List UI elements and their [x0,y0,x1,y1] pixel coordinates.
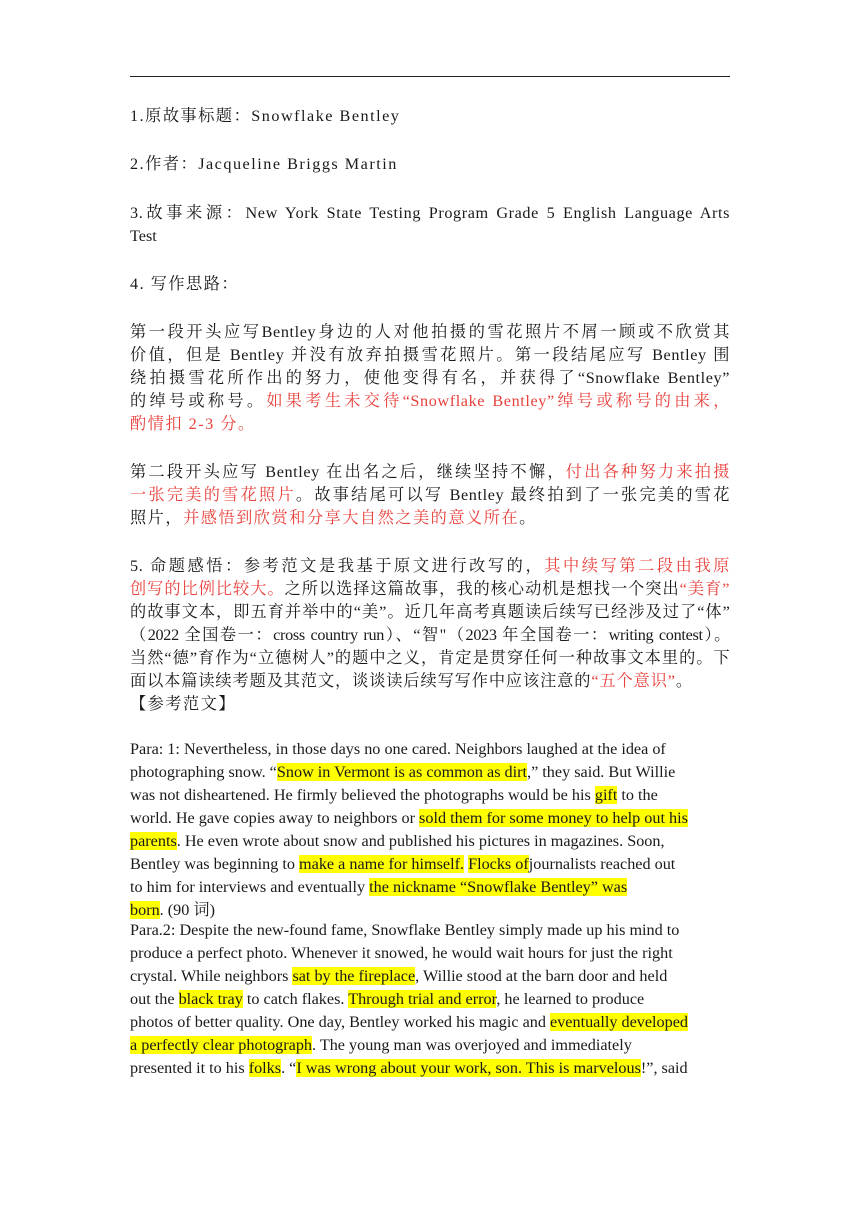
text-line [130,508,730,528]
text-span: journalists reached out [528,855,676,873]
text-line: produce a perfect photo. Whenever it snowed, he would wait hours for just the right [130,944,673,962]
text-line [130,808,730,828]
text-span: crystal. While neighbors [130,967,293,985]
text-line [130,671,730,691]
text-span: . The young man was overjoyed and immediately [312,1036,632,1054]
highlighted-phrase: born [130,901,160,919]
text-span: to catch flakes. [242,990,349,1008]
reference-heading: 【参考范文】 [130,695,237,713]
highlighted-phrase: black tray [178,990,243,1008]
red-emphasis: 如果考生未交待“Snowflake Bentley”绰号或称号的由来， [266,392,730,410]
red-emphasis: 其中续写第二段由我原 [544,557,731,575]
text-span: Bentley was beginning to [130,855,300,873]
text-span: 。 [519,509,537,527]
text-span: 第二段开头应写 Bentley 在出名之后，继续坚持不懈， [130,463,566,481]
word-count: . (90 词) [159,901,215,919]
author-line: 2.作者：Jacqueline Briggs Martin [130,155,398,173]
text-line: 绕拍摄雪花所作出的努力，使他变得有名，并获得了“Snowflake Bentley” [130,369,730,387]
red-emphasis: 并感悟到欣赏和分享大自然之美的意义所在 [183,509,520,527]
text-line [130,556,730,576]
text-line [130,785,730,805]
text-line [130,485,730,505]
red-emphasis: 付出各种努力来拍摄 [565,463,731,481]
text-line [130,877,730,897]
story-title-line: 1.原故事标题：Snowflake Bentley [130,107,401,125]
text-line: Para.2: Despite the new-found fame, Snowflake Bentley simply made up his mind to [130,921,680,939]
highlighted-phrase: make a name for himself. [299,855,465,873]
text-line [130,1058,730,1078]
text-span: 。故事结尾可以写 Bentley 最终拍到了一张完美的雪花 [295,486,731,504]
highlighted-phrase: folks [248,1059,282,1077]
red-emphasis: “五个意识” [591,672,676,690]
red-emphasis: 创写的比例比较大。 [130,580,285,598]
text-span: 面以本篇读续考题及其范文，谈谈读后续写写作中应该注意的 [130,672,592,690]
red-emphasis: “美育” [679,580,730,598]
text-span: photos of better quality. One day, Bentley worked his magic and [130,1013,551,1031]
text-span: photographing snow. “ [130,763,277,781]
text-line: 当然“德”育作为“立德树人”的题中之义，肯定是贯穿任何一种故事文本里的。下 [130,649,730,667]
text-span: presented it to his [130,1059,249,1077]
text-line: （2022 全国卷一：cross country run）、“智"（2023 年全国卷一：writing contest）。 [130,626,730,644]
text-span: , Willie stood at the barn door and held [415,967,668,985]
top-rule [130,76,730,77]
text-line: 价值，但是 Bentley 并没有放弃拍摄雪花照片。第一段结尾应写 Bentley 围 [130,346,730,364]
text-span: to the [617,786,658,804]
highlighted-phrase: parents [130,832,177,850]
text-span: 5. 命题感悟：参考范文是我基于原文进行改写的， [130,557,545,575]
highlighted-phrase: Through trial and error [348,990,497,1008]
highlighted-phrase: eventually developed [550,1013,689,1031]
text-span: 之所以选择这篇故事，我的核心动机是想找一个突出 [284,580,680,598]
text-line [130,831,730,851]
text-line [130,989,730,1009]
text-span: 。 [675,672,693,690]
source-line: 3.故事来源：New York State Testing Program Grade 5 English Language Arts [130,204,730,222]
red-emphasis: 一张完美的雪花照片 [130,486,296,504]
text-line [130,1012,730,1032]
text-span: 的绰号或称号。 [130,392,267,410]
text-span: to him for interviews and eventually [130,878,370,896]
red-emphasis: 酌情扣 2-3 分。 [130,415,256,433]
highlighted-phrase: the nickname “Snowflake Bentley” was [369,878,628,896]
text-span: , he learned to produce [496,990,645,1008]
text-line [130,391,730,411]
text-span: was not disheartened. He firmly believed the photographs would be his [130,786,595,804]
text-line [130,579,730,599]
text-span: !”, said [640,1059,688,1077]
source-line-cont: Test [130,227,157,245]
highlighted-phrase: Flocks of [468,855,529,873]
text-line: 的故事文本，即五育并举中的“美”。近几年高考真题读后续写已经涉及过了“体” [130,603,730,621]
thinking-heading: 4. 写作思路： [130,275,240,293]
highlighted-phrase: I was wrong about your work, son. This is marvelous [296,1059,641,1077]
highlighted-phrase: Snow in Vermont is as common as dirt [276,763,528,781]
text-line [130,462,730,482]
text-line: Para: 1: Nevertheless, in those days no one cared. Neighbors laughed at the idea of [130,740,666,758]
text-span: . “ [281,1059,297,1077]
text-line [130,854,730,874]
text-line: 第一段开头应写Bentley身边的人对他拍摄的雪花照片不屑一顾或不欣赏其 [130,323,730,341]
text-span: 照片， [130,509,184,527]
text-span: ,” they said. But Willie [527,763,676,781]
text-line [130,762,730,782]
text-line [130,1035,730,1055]
text-line [130,966,730,986]
highlighted-phrase: gift [594,786,618,804]
text-span: world. He gave copies away to neighbors or [130,809,420,827]
highlighted-phrase: sat by the fireplace [292,967,416,985]
highlighted-phrase: a perfectly clear photograph [130,1036,313,1054]
text-span: out the [130,990,179,1008]
highlighted-phrase: sold them for some money to help out his [419,809,688,827]
text-span: . He even wrote about snow and published his pictures in magazines. Soon, [176,832,665,850]
text-line [130,900,730,920]
